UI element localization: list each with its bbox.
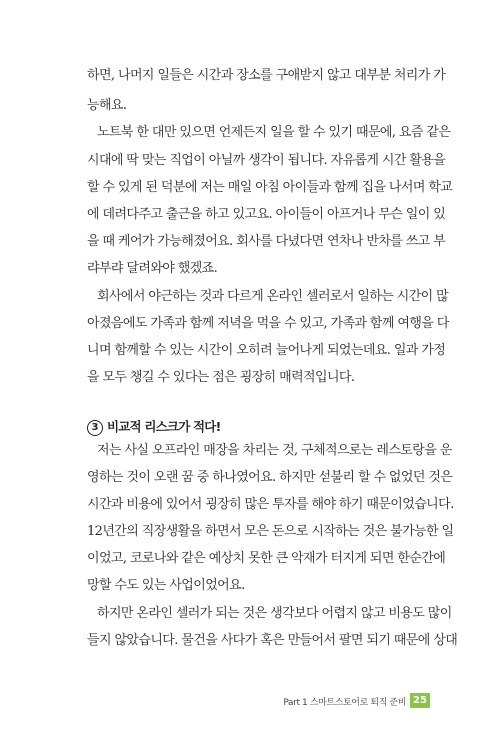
text-line: 망할 수도 있는 사업이었어요. xyxy=(87,578,245,593)
text-line: 영하는 것이 오랜 꿈 중 하나였어요. 하지만 섣불리 할 수 없었던 것은 xyxy=(87,470,453,485)
text-line: 노트북 한 대만 있으면 언제든지 일을 할 수 있기 때문에, 요즘 같은 xyxy=(97,125,451,140)
circled-number: 3 xyxy=(87,420,103,436)
text-line: 에 데려다주고 출근을 하고 있고요. 아이들이 아프거나 무슨 일이 있 xyxy=(87,207,446,222)
text-line: 하지만 온라인 셀러가 되는 것은 생각보다 어렵지 않고 비용도 많이 xyxy=(97,606,452,621)
text-line: 할 수 있게 된 덕분에 저는 매일 아침 아이들과 함께 집을 나서며 학교 xyxy=(87,180,453,195)
text-line: 시대에 딱 맞는 직업이 아닐까 생각이 됩니다. 자유롭게 시간 활용을 xyxy=(87,153,446,168)
text-line: 들지 않았습니다. 물건을 사다가 혹은 만들어서 팔면 되기 때문에 상대 xyxy=(87,633,458,648)
text-line: 저는 사실 오프라인 매장을 차리는 것, 구체적으로는 레스토랑을 운 xyxy=(97,443,452,458)
page-number-badge: 25 xyxy=(410,693,430,708)
text-line: 을 모두 챙길 수 있다는 점은 굉장히 매력적입니다. xyxy=(87,370,355,385)
text-line: 회사에서 야근하는 것과 다르게 온라인 셀러로서 일하는 시간이 많 xyxy=(97,289,449,304)
running-footer-part-label: Part 1 스마트스토어로 퇴직 준비 xyxy=(283,698,406,708)
text-line: 니며 함께할 수 있는 시간이 오히려 늘어나게 되었는데요. 일과 가정 xyxy=(87,343,446,358)
section-heading-text: 비교적 리스크가 적다! xyxy=(107,419,221,434)
text-line: 12년간의 직장생활을 하면서 모은 돈으로 시작하는 것은 불가능한 일 xyxy=(87,524,454,539)
text-line: 을 때 케어가 가능해졌어요. 회사를 다녔다면 연차나 반차를 쓰고 부 xyxy=(87,234,446,249)
text-line: 이었고, 코로나와 같은 예상치 못한 큰 악재가 터지게 되면 한순간에 xyxy=(87,551,446,566)
text-line: 랴부랴 달려와야 했겠죠. xyxy=(87,261,218,276)
section-heading xyxy=(87,417,220,436)
text-line: 능해요. xyxy=(87,98,127,113)
text-line: 아졌음에도 가족과 함께 저녁을 먹을 수 있고, 가족과 함께 여행을 다 xyxy=(87,316,449,331)
text-line: 시간과 비용에 있어서 굉장히 많은 투자를 해야 하기 때문이었습니다. xyxy=(87,497,454,512)
page-footer xyxy=(283,693,430,709)
text-line: 하면, 나머지 일들은 시간과 장소를 구애받지 않고 대부분 처리가 가 xyxy=(87,68,446,83)
